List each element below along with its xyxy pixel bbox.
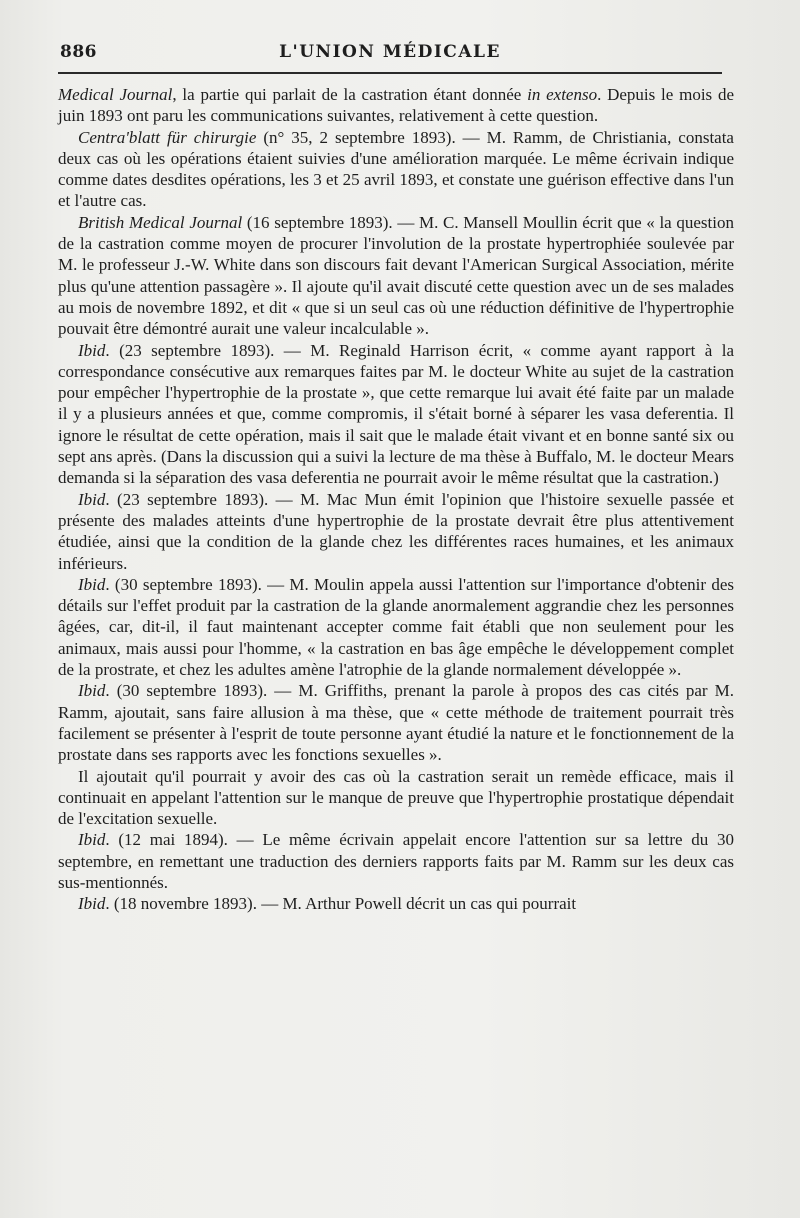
- body-text: [58, 84, 734, 915]
- paragraph: Ibid. (30 septembre 1893). — M. Griffiths, prenant la parole à propos des cas cités par M. Ramm, ajoutait, sans faire allusion à ma thèse, que « cette méthode de traitement pourrait très facilement se présenter à l'esprit de toute personne ayant étudié la nature et le fonctionnement de la prostate dans ses rapports avec les fonctions sexuelles ».: [58, 681, 734, 765]
- paragraph: Ibid. (18 novembre 1893). — M. Arthur Powell décrit un cas qui pourrait: [78, 894, 577, 914]
- running-title: L'UNION MÉDICALE: [279, 42, 501, 62]
- paragraph: Ibid. (23 septembre 1893). — M. Reginald Harrison écrit, « comme ayant rapport à la correspondance consécutive aux remarques faites par M. le docteur White au sujet de la castration pour empêcher l'hypertrophie de la prostate », que cette remarque lui avait été faite par un malade il y a plusieurs années et que, comme compromis, il s'était borné à séparer les vasa deferentia. Il ignore le résultat de cette opération, mais il sait que le malade était vivant et en bonne santé six ou sept ans après. (Dans la discussion qui a suivi la lecture de ma thèse à Buffalo, M. le docteur Mears demanda si la séparation des vasa deferentia ne pourrait avoir le même résultat que la castration.): [58, 340, 734, 488]
- paragraph: Centra'blatt für chirurgie (n° 35, 2 septembre 1893). — M. Ramm, de Christiania, constata deux cas où les opérations étaient suivies d'une amélioration marquée. Le même écrivain indique comme dates desdites opérations, les 3 et 25 avril 1893, et constate une guérison effective dans l'un et l'autre cas.: [58, 127, 734, 211]
- header-rule: [58, 72, 722, 74]
- page-number: 886: [60, 42, 97, 62]
- page-header: [58, 38, 722, 68]
- paragraph: Ibid. (30 septembre 1893). — M. Moulin appela aussi l'attention sur l'importance d'obtenir des détails sur l'effet produit par la castration de la glande anormalement aggrandie chez les personnes âgées, car, dit-il, il faut maintenant accepter comme fait établi que non seulement pour les animaux, mais aussi pour l'homme, « la castration en bas âge empêche le développement complet de la prostrate, et chez les adultes amène l'atrophie de la glande normalement développée ».: [58, 574, 734, 680]
- paragraph: Medical Journal, la partie qui parlait de la castration étant donnée in extenso. Depuis le mois de juin 1893 ont paru les communications suivantes, relativement à cette question.: [58, 85, 734, 126]
- paragraph: British Medical Journal (16 septembre 1893). — M. C. Mansell Moullin écrit que « la question de la castration comme moyen de procurer l'involution de la prostate hypertrophiée soulevée par M. le professeur J.-W. White dans son discours fait devant l'American Surgical Association, mérite plus qu'une attention passagère ». Il ajoute qu'il avait discuté cette question avec un de ses malades au mois de novembre 1892, et dit « que si un seul cas où une réduction définitive de l'hypertrophie pouvait être démontré aurait une valeur incalculable ».: [58, 212, 734, 339]
- paragraph: Ibid. (12 mai 1894). — Le même écrivain appelait encore l'attention sur sa lettre du 30 septembre, en remettant une traduction des derniers rapports faits par M. Ramm sur les deux cas sus-mentionnés.: [58, 830, 734, 892]
- paragraph: Il ajoutait qu'il pourrait y avoir des cas où la castration serait un remède efficace, mais il continuait en appelant l'attention sur le manque de preuve que l'hypertrophie prostatique dépendait de l'excitation sexuelle.: [58, 766, 734, 829]
- paragraph: Ibid. (23 septembre 1893). — M. Mac Mun émit l'opinion que l'histoire sexuelle passée et présente des malades atteints d'une hypertrophie de la prostate devrait être plus attentivement étudiée, ainsi que la condition de la glande chez les différentes races humaines, et les animaux inférieurs.: [58, 489, 734, 573]
